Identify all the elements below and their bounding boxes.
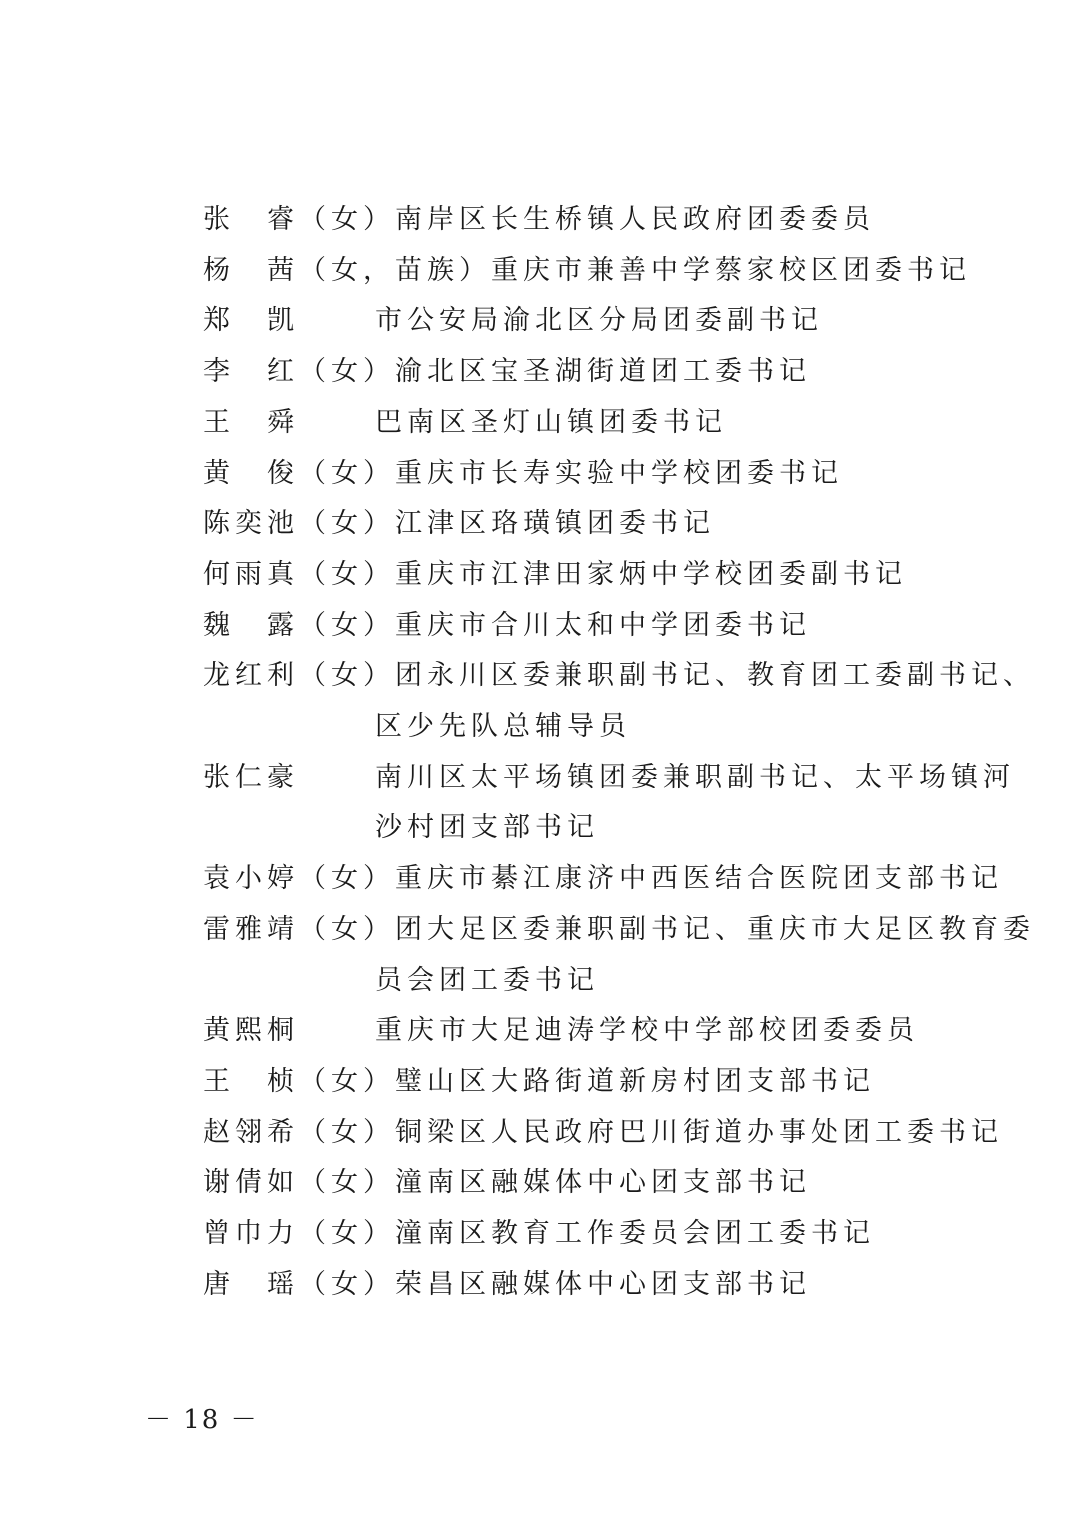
- person-note: （女）: [299, 204, 395, 235]
- person-name: 雷雅靖: [203, 913, 299, 945]
- person-name: 黄熙桐: [203, 1015, 299, 1047]
- person-role: 团大足区委兼职副书记、重庆市大足区教育委: [395, 913, 1035, 945]
- person-role: 重庆市江津田家炳中学校团委副书记: [395, 558, 907, 590]
- person-name: 黄 俊: [203, 457, 299, 489]
- person-role: 南川区太平场镇团委兼职副书记、太平场镇河: [375, 761, 1015, 793]
- person-name: 谢倩如: [203, 1167, 299, 1199]
- person-note: （女）: [299, 558, 395, 590]
- person-role-continued: 区少先队总辅导员: [375, 711, 631, 742]
- person-role: 璧山区大路街道新房村团支部书记: [395, 1065, 875, 1097]
- person-note: （女）: [299, 1167, 395, 1199]
- list-item: [203, 659, 1035, 693]
- person-role: 潼南区融媒体中心团支部书记: [395, 1167, 811, 1199]
- person-role: 重庆市兼善中学蔡家校区团委书记: [491, 254, 971, 286]
- person-name: 张 睿: [203, 204, 299, 235]
- person-name: 魏 露: [203, 609, 299, 641]
- person-note: （女）: [299, 863, 395, 895]
- list-item: [203, 558, 907, 592]
- person-name: 郑 凯: [203, 305, 299, 337]
- list-item: [203, 1217, 875, 1251]
- person-note: （女，苗族）: [299, 254, 491, 286]
- person-name: 王 舜: [203, 406, 299, 438]
- person-name: 曾巾力: [203, 1218, 299, 1249]
- person-role-continued: 员会团工委书记: [375, 964, 599, 996]
- person-role: 重庆市合川太和中学团委书记: [395, 609, 811, 641]
- person-name: 张仁豪: [203, 761, 299, 793]
- person-role: 南岸区长生桥镇人民政府团委委员: [395, 204, 875, 235]
- list-item: [203, 203, 875, 237]
- page-number: － 18 －: [145, 1405, 259, 1435]
- list-item: [203, 1116, 1003, 1150]
- person-role: 渝北区宝圣湖街道团工委书记: [395, 356, 811, 388]
- list-item: [203, 507, 715, 541]
- person-role: 潼南区教育工作委员会团工委书记: [395, 1218, 875, 1249]
- person-role: 团永川区委兼职副书记、教育团工委副书记、: [395, 660, 1035, 692]
- person-note: （女）: [299, 1218, 395, 1249]
- list-item: [203, 913, 1035, 947]
- list-item: [203, 304, 823, 338]
- list-item: [203, 457, 843, 491]
- person-name: 唐 瑶: [203, 1268, 299, 1300]
- person-role: 铜梁区人民政府巴川街道办事处团工委书记: [395, 1116, 1003, 1148]
- person-note: （女）: [299, 660, 395, 692]
- person-role: 重庆市大足迪涛学校中学部校团委委员: [375, 1015, 919, 1047]
- list-item: [203, 1268, 811, 1302]
- list-item: [203, 862, 1003, 896]
- person-name: 赵翎希: [203, 1116, 299, 1148]
- list-item: [203, 1166, 811, 1200]
- person-name: 陈奕池: [203, 508, 299, 540]
- list-item: [203, 355, 811, 389]
- person-role: 荣昌区融媒体中心团支部书记: [395, 1268, 811, 1300]
- person-name: 王 桢: [203, 1065, 299, 1097]
- person-note: （女）: [299, 508, 395, 540]
- person-role: 巴南区圣灯山镇团委书记: [375, 406, 727, 438]
- person-name: 杨 茜: [203, 254, 299, 286]
- person-note: （女）: [299, 913, 395, 945]
- list-item: [203, 1014, 919, 1048]
- person-note: （女）: [299, 1268, 395, 1300]
- list-item: [203, 1065, 875, 1099]
- person-role-continued: 沙村团支部书记: [375, 812, 599, 844]
- person-name: 何雨真: [203, 558, 299, 590]
- person-note: （女）: [299, 1065, 395, 1097]
- list-item: [203, 609, 811, 643]
- person-role: 重庆市綦江康济中西医结合医院团支部书记: [395, 863, 1003, 895]
- person-name: 龙红利: [203, 660, 299, 692]
- person-note: （女）: [299, 457, 395, 489]
- list-item: [203, 406, 727, 440]
- person-role: 重庆市长寿实验中学校团委书记: [395, 457, 843, 489]
- person-name: 李 红: [203, 356, 299, 388]
- person-note: （女）: [299, 356, 395, 388]
- person-note: （女）: [299, 609, 395, 641]
- list-item: [203, 761, 1015, 795]
- person-name: 袁小婷: [203, 863, 299, 895]
- person-note: （女）: [299, 1116, 395, 1148]
- list-item: [203, 254, 971, 288]
- person-role: 江津区珞璜镇团委书记: [395, 508, 715, 540]
- person-role: 市公安局渝北区分局团委副书记: [375, 305, 823, 337]
